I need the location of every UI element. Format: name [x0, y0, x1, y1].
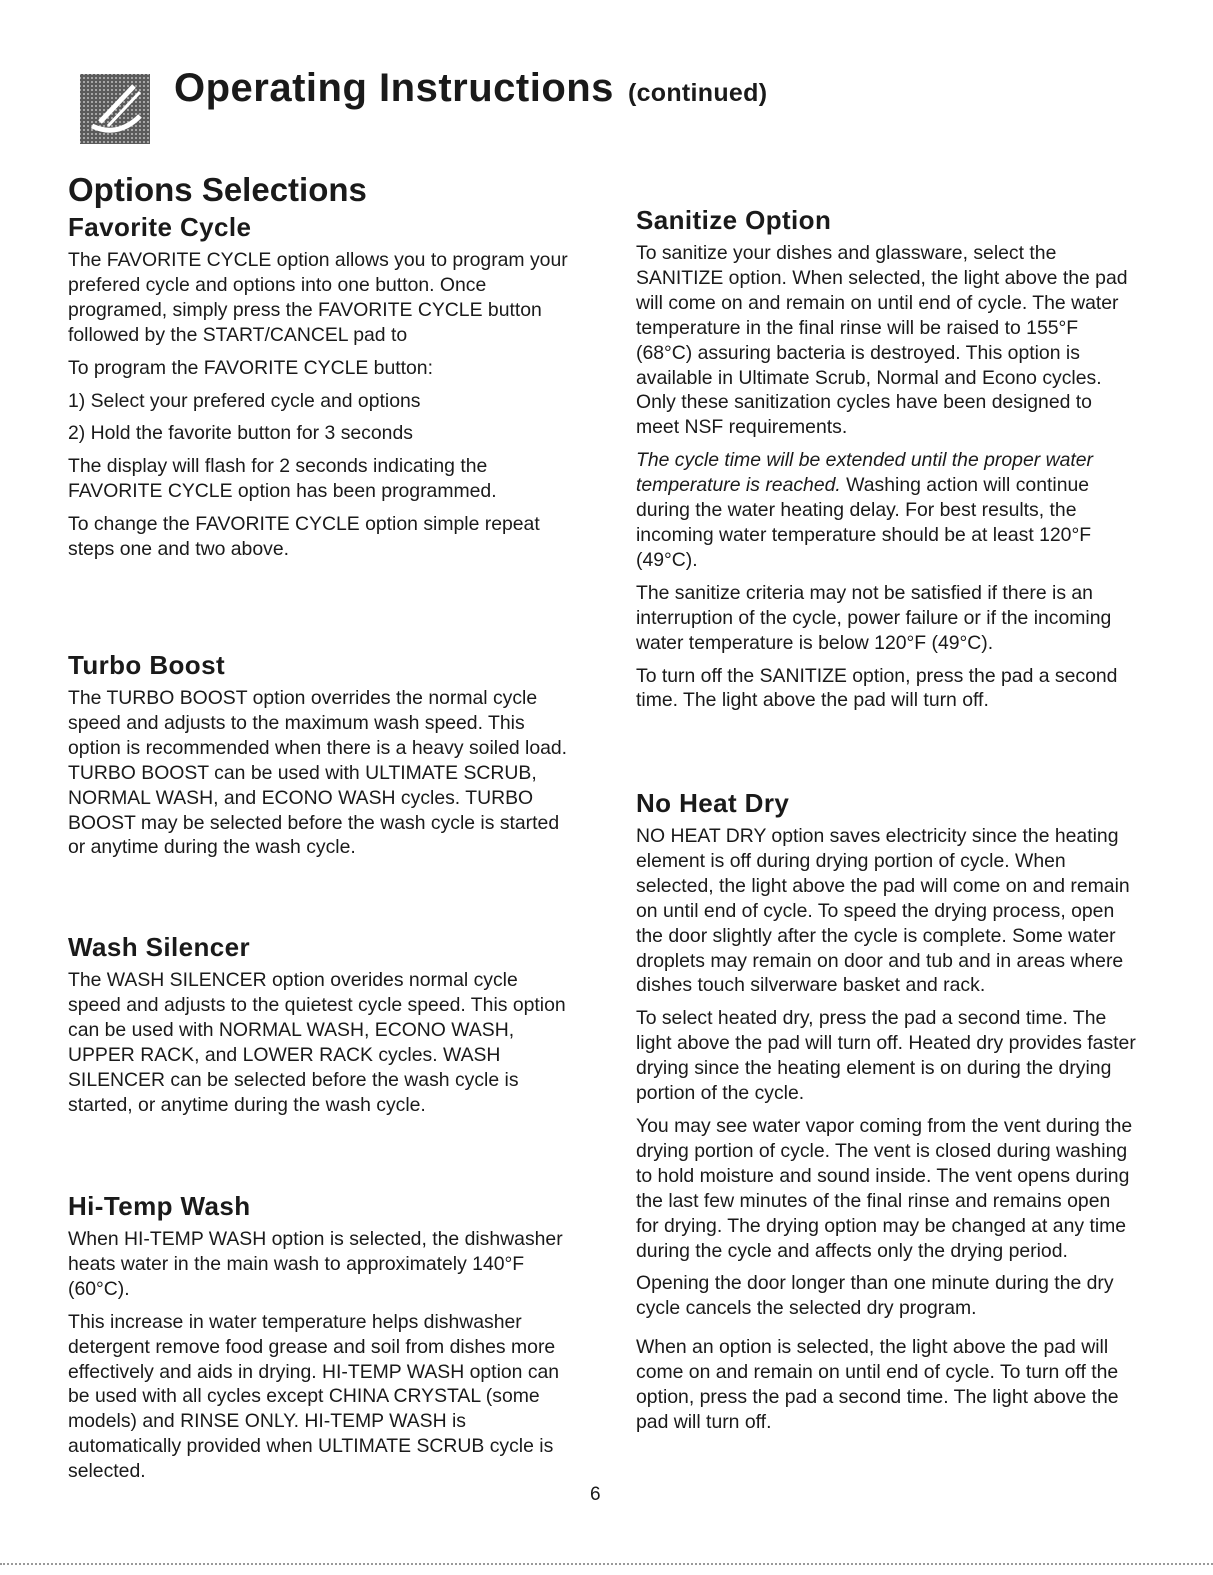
- sanitize-option-text-1: To sanitize your dishes and glassware, select the SANITIZE option. When selected, the light above the pad will come on and remain on until end of cycle. The water temperature in the final rinse will be raised to 155°F (68°C) assuring bacteria is destroyed. This option is available in Ultimate Scrub, Normal and Econo cycles. Only these sanitization cycles have been designed to meet NSF requirements.: [636, 242, 1128, 439]
- turbo-boost-heading: Turbo Boost: [68, 650, 225, 680]
- wash-silencer-section: [68, 932, 568, 1125]
- no-heat-dry-text-2: To select heated dry, press the pad a second time. The light above the pad will turn off. Heated dry provides faster drying since the heating element is on during the drying portion of the cycle.: [636, 1007, 1136, 1105]
- operating-instructions-icon: [78, 72, 164, 158]
- sanitize-option-text-3: The sanitize criteria may not be satisfied if there is an interruption of the cycle, power failure or if the incoming water temperature is below 120°F (49°C).: [636, 581, 1112, 654]
- favorite-cycle-section: [68, 212, 568, 570]
- bottom-divider: [0, 1563, 1213, 1565]
- turbo-boost-section: [68, 650, 568, 868]
- no-heat-dry-heading: No Heat Dry: [636, 788, 790, 818]
- favorite-cycle-change-note: To change the FAVORITE CYCLE option simple repeat steps one and two above.: [68, 513, 540, 561]
- no-heat-dry-section: [636, 788, 1136, 1443]
- options-selections-title: Options Selections: [68, 171, 367, 208]
- sanitize-option-text-2: [636, 448, 1136, 573]
- hi-temp-wash-heading: Hi-Temp Wash: [68, 1191, 251, 1221]
- favorite-cycle-display-note: The display will flash for 2 seconds indicating the FAVORITE CYCLE option has been programmed.: [68, 455, 497, 503]
- wash-silencer-text: The WASH SILENCER option overides normal cycle speed and adjusts to the quietest cycle speed. This option can be used with NORMAL WASH, ECONO WASH, UPPER RACK, and LOWER RACK cycles. WASH SILENCER can be selected before the wash cycle is started, or anytime during the wash cycle.: [68, 969, 566, 1116]
- favorite-cycle-step-1: 1) Select your prefered cycle and options: [68, 389, 421, 412]
- wash-silencer-heading: Wash Silencer: [68, 932, 250, 962]
- sanitize-note-rest: Washing action will continue during the water heating delay. For best results, the incoming water temperature should be at least 120°F (49°C).: [636, 474, 1092, 571]
- favorite-cycle-program-label: To program the FAVORITE CYCLE button:: [68, 356, 433, 379]
- no-heat-dry-text-4: Opening the door longer than one minute during the dry cycle cancels the selected dry program.: [636, 1272, 1114, 1320]
- page-title-continued: (continued): [627, 79, 768, 107]
- favorite-cycle-step-2: 2) Hold the favorite button for 3 seconds: [68, 422, 413, 445]
- favorite-cycle-heading: Favorite Cycle: [68, 212, 252, 242]
- sanitize-option-section: [636, 205, 1136, 721]
- no-heat-dry-text-5: When an option is selected, the light above the pad will come on and remain on until end of cycle. To turn off the option, press the pad a second time. The light above the pad will turn off.: [636, 1336, 1119, 1433]
- hi-temp-wash-section: [68, 1191, 568, 1492]
- sanitize-italic-note: The cycle time will be extended until the proper water temperature is reached.: [636, 449, 1093, 497]
- turbo-boost-text: The TURBO BOOST option overrides the normal cycle speed and adjusts to the maximum wash speed. This option is recommended when there is a heavy soiled load. TURBO BOOST can be used with ULTIMATE SCRUB, NORMAL WASH, and ECONO WASH cycles. TURBO BOOST may be selected before the wash cycle is started or anytime during the wash cycle.: [68, 687, 568, 859]
- page-title-text: Operating Instructions: [174, 66, 614, 110]
- no-heat-dry-text-1: NO HEAT DRY option saves electricity since the heating element is off during drying portion of cycle. When selected, the light above the pad will come on and remain on until end of cycle. To speed the drying process, open the door slightly after the cycle is complete. Some water droplets may remain on door and tub and in areas where dishes touch silverware basket and rack.: [636, 825, 1130, 997]
- hi-temp-wash-text-1: When HI-TEMP WASH option is selected, the dishwasher heats water in the main wash to approximately 140°F (60°C).: [68, 1228, 563, 1300]
- left-column: [68, 170, 568, 1483]
- sanitize-option-text-4: To turn off the SANITIZE option, press the pad a second time. The light above the pad will turn off.: [636, 664, 1118, 712]
- page-header: [78, 60, 1178, 160]
- no-heat-dry-text-3: You may see water vapor coming from the vent during the drying portion of cycle. The vent is closed during washing to hold moisture and sound inside. The vent opens during the last few minutes of the final rinse and remains open for drying. The drying option may be changed at any time during the cycle and affects only the drying period.: [636, 1114, 1133, 1262]
- page-title: [174, 68, 767, 108]
- hi-temp-wash-text-2: This increase in water temperature helps dishwasher detergent remove food grease and soil from dishes more effectively and aids in drying. HI-TEMP WASH option can be used with all cycles except CHINA CRYSTAL (some models) and RINSE ONLY. HI-TEMP WASH is automatically provided when ULTIMATE SCRUB cycle is selected.: [68, 1310, 560, 1483]
- page-number: 6: [590, 1484, 601, 1505]
- sanitize-option-heading: Sanitize Option: [636, 205, 832, 235]
- favorite-cycle-intro: The FAVORITE CYCLE option allows you to program your prefered cycle and options into one button. Once programed, simply press the FAVORITE CYCLE button followed by the START/CANCEL pad to: [68, 249, 568, 346]
